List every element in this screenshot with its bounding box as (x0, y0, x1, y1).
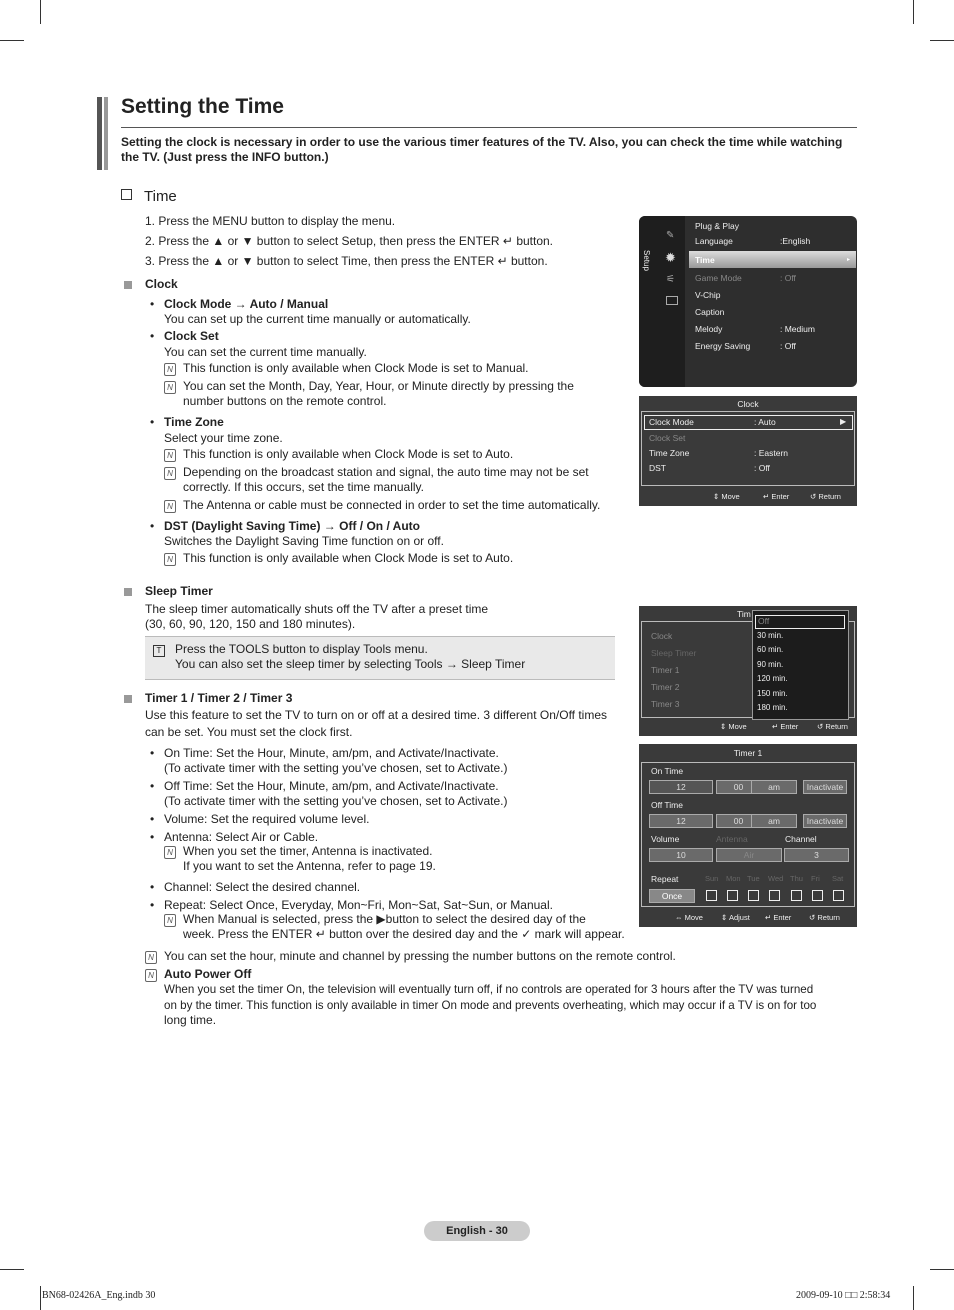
footer-file: BN68-02426A_Eng.indb 30 (42, 1290, 156, 1301)
checkbox-icon (121, 189, 132, 200)
note-icon: N (164, 553, 176, 566)
osd-item-value: : Off (780, 341, 796, 351)
time-zone-desc: Select your time zone. (164, 431, 283, 445)
bullet-icon: • (150, 329, 155, 343)
auto-power-off-2: on by the timer. This function is only available in timer On mode and prevents overheating, which may occur if a TV is on for too (164, 999, 817, 1012)
antenna-label: Antenna (716, 834, 748, 844)
bullet-icon: • (150, 297, 155, 311)
bullet-icon: • (150, 898, 155, 912)
osd-row-label: Timer 2 (651, 682, 680, 692)
clock-set-note2a: You can set the Month, Day, Year, Hour, or Minute directly by pressing the (183, 379, 574, 393)
off-hour-field[interactable]: 12 (649, 814, 713, 828)
crop-mark (0, 1269, 24, 1270)
page-number: English - 30 (424, 1221, 530, 1241)
updown-icon: ⇕ (713, 492, 722, 501)
auto-power-off-3: long time. (164, 1013, 217, 1027)
on-minute-field[interactable]: 00 (716, 780, 761, 794)
title-bar-light (104, 97, 108, 170)
repeat-note1: When Manual is selected, press the ▶button to select the desired day of the (183, 912, 586, 926)
antenna-note2: If you want to set the Antenna, refer to page 19. (183, 859, 436, 873)
leftright-icon: ⇔ (675, 913, 685, 922)
dropdown-option[interactable]: 90 min. (757, 660, 784, 669)
enter-hint: ↵ Enter (772, 722, 799, 731)
bullet-icon: • (150, 779, 155, 793)
updown-icon: ⇕ (720, 722, 729, 731)
day-checkbox[interactable] (833, 890, 844, 901)
off-time-desc2: (To activate timer with the setting you’ve chosen, set to Activate.) (164, 794, 508, 808)
day-checkbox[interactable] (812, 890, 823, 901)
crop-mark (40, 0, 41, 24)
osd-item-label: Caption (695, 307, 725, 317)
osd-row-label: Timer 1 (651, 665, 680, 675)
osd-item-value: : Off (780, 273, 796, 283)
time-zone-label: Time Zone (164, 415, 224, 429)
clock-set-label: Clock Set (164, 329, 219, 343)
step-2: 2. Press the ▲ or ▼ button to select Setup, then press the ENTER ↵ button. (145, 234, 554, 248)
enter-icon: ↵ (772, 722, 781, 731)
auto-power-off-label: Auto Power Off (164, 967, 252, 981)
day-checkbox[interactable] (769, 890, 780, 901)
osd-side-panel (639, 216, 685, 387)
square-bullet-icon (124, 281, 132, 289)
clock-mode-desc: You can set up the current time manually or automatically. (164, 312, 471, 326)
channel-desc: Channel: Select the desired channel. (164, 880, 361, 894)
dst-note: This function is only available when Clock Mode is set to Auto. (183, 551, 514, 565)
tools-tip-2: You can also set the sleep timer by selecting Tools → Sleep Timer (175, 657, 526, 671)
time-zone-note2b: correctly. If this occurs, set the time manually. (183, 480, 424, 494)
bullet-icon: • (150, 746, 155, 760)
day-label: Thu (790, 874, 803, 883)
time-zone-note3: The Antenna or cable must be connected in order to set the time automatically. (183, 498, 601, 512)
repeat-desc: Repeat: Select Once, Everyday, Mon~Fri, Mon~Sat, Sat~Sun, or Manual. (164, 898, 553, 912)
bullet-icon: • (150, 415, 155, 429)
arrow-right-icon: ▸ (847, 257, 851, 263)
osd-row-label: Sleep Timer (651, 648, 697, 658)
bullet-icon: • (150, 880, 155, 894)
note-icon: N (164, 381, 176, 394)
on-time-desc1: On Time: Set the Hour, Minute, am/pm, and Activate/Inactivate. (164, 746, 499, 760)
on-time-desc2: (To activate timer with the setting you’ve chosen, set to Activate.) (164, 761, 508, 775)
sleep-heading: Sleep Timer (145, 584, 213, 598)
enter-hint: ↵ Enter (765, 913, 792, 922)
dropdown-option[interactable]: Off (758, 616, 770, 626)
off-activate-field[interactable]: Inactivate (803, 814, 847, 828)
day-label: Tue (747, 874, 760, 883)
title-rule (121, 127, 857, 128)
hmc-note: You can set the hour, minute and channel by pressing the number buttons on the remote control. (164, 949, 676, 963)
return-icon: ↺ (809, 913, 818, 922)
note-icon: N (145, 951, 157, 964)
clock-set-note1: This function is only available when Clock Mode is set to Manual. (183, 361, 529, 375)
osd-timer-menu (639, 744, 857, 927)
osd-title: Timer 1 (733, 748, 763, 758)
square-bullet-icon (124, 588, 132, 596)
clock-mode-label: Clock Mode → Auto / Manual (164, 297, 329, 311)
antenna-field: Air (716, 848, 782, 862)
on-ampm-field[interactable]: am (751, 780, 797, 794)
note-icon: N (145, 969, 157, 982)
crop-mark (0, 40, 24, 41)
title-bar-dark (97, 97, 102, 170)
day-checkbox[interactable] (748, 890, 759, 901)
osd-row-label: Clock (651, 631, 673, 641)
timer-desc2: can be set. You must set the clock first. (145, 725, 353, 739)
move-hint: ⇕ Move (713, 492, 740, 501)
note-icon: N (164, 449, 176, 462)
return-icon: ↺ (810, 492, 819, 501)
crop-mark (40, 1286, 41, 1310)
antenna-note1: When you set the timer, Antenna is inactivated. (183, 844, 433, 858)
off-ampm-field[interactable]: am (751, 814, 797, 828)
note-icon: N (164, 846, 176, 859)
osd-item-value: :English (780, 236, 811, 246)
off-time-label: Off Time (651, 800, 683, 810)
channel-label: Channel (785, 834, 817, 844)
page-title: Setting the Time (121, 95, 284, 118)
dropdown-option[interactable]: 30 min. (757, 631, 784, 640)
bullet-icon: • (150, 830, 155, 844)
crop-mark (930, 40, 954, 41)
timer-heading: Timer 1 / Timer 2 / Timer 3 (145, 691, 293, 705)
enter-icon: ↵ (765, 913, 774, 922)
note-icon: N (164, 500, 176, 513)
step-3: 3. Press the ▲ or ▼ button to select Time, then press the ENTER ↵ button. (145, 254, 548, 268)
step-1: 1. Press the MENU button to display the menu. (145, 214, 396, 228)
time-zone-note2a: Depending on the broadcast station and signal, the auto time may not be set (183, 465, 589, 479)
off-minute-field[interactable]: 00 (716, 814, 761, 828)
osd-item-label: Plug & Play (695, 221, 739, 231)
dst-desc: Switches the Daylight Saving Time function on or off. (164, 534, 444, 548)
time-zone-note1: This function is only available when Clock Mode is set to Auto. (183, 447, 514, 461)
input-icon (666, 296, 678, 305)
crop-mark (913, 1286, 914, 1310)
crop-mark (930, 1269, 954, 1270)
intro-text: Setting the clock is necessary in order to use the various timer features of the TV. Also, you can check the time while watching the TV. (Just press the INFO button.) (121, 135, 843, 164)
return-icon: ↺ (817, 722, 826, 731)
antenna-desc: Antenna: Select Air or Cable. (164, 830, 319, 844)
bullet-icon: • (150, 812, 155, 826)
osd-item-label: Game Mode (695, 273, 742, 283)
channel-field[interactable]: 3 (784, 848, 849, 862)
osd-side-label: Setup (642, 250, 651, 271)
osd-title: Tim (737, 609, 751, 619)
dropdown-option[interactable]: 60 min. (757, 645, 784, 654)
clock-heading: Clock (145, 277, 178, 291)
day-checkbox[interactable] (706, 890, 717, 901)
updown-icon: ⇕ (721, 913, 729, 922)
osd-row-label: DST (649, 463, 666, 473)
volume-field[interactable]: 10 (649, 848, 713, 862)
repeat-field[interactable]: Once (649, 889, 695, 903)
on-activate-field[interactable]: Inactivate (803, 780, 847, 794)
plug-icon: ✎ (666, 230, 675, 241)
on-time-label: On Time (651, 766, 684, 776)
return-hint: ↺ Return (809, 913, 840, 922)
on-hour-field[interactable]: 12 (649, 780, 713, 794)
day-label: Sat (832, 874, 844, 883)
return-hint: ↺ Return (810, 492, 841, 501)
clock-set-note2b: number buttons on the remote control. (183, 394, 387, 408)
square-bullet-icon (124, 695, 132, 703)
volume-desc: Volume: Set the required volume level. (164, 812, 370, 826)
volume-label: Volume (651, 834, 680, 844)
day-checkbox[interactable] (727, 890, 738, 901)
osd-row-value: : Off (754, 463, 770, 473)
osd-item-label: Language (695, 236, 733, 246)
crop-mark (913, 0, 914, 24)
osd-item-label: Time (695, 255, 715, 265)
clock-set-desc: You can set the current time manually. (164, 345, 367, 359)
day-label: Wed (768, 874, 784, 883)
auto-power-off-1: When you set the timer On, the television will eventually turn off, if no controls are operated for 3 hours after the TV was turned (164, 983, 814, 996)
section-heading: Time (121, 188, 177, 205)
osd-item-value: : Medium (780, 324, 815, 334)
tools-tip-1: Press the TOOLS button to display Tools menu. (175, 642, 428, 656)
day-label: Mon (726, 874, 741, 883)
osd-setup-menu (639, 216, 857, 387)
dropdown-option[interactable]: 150 min. (757, 689, 788, 698)
adjust-hint: ⇕ Adjust (721, 913, 750, 922)
off-time-desc1: Off Time: Set the Hour, Minute, am/pm, and Activate/Inactivate. (164, 779, 499, 793)
note-icon: N (164, 363, 176, 376)
day-checkbox[interactable] (791, 890, 802, 901)
sleep-desc1: The sleep timer automatically shuts off the TV after a preset time (145, 602, 489, 616)
repeat-label: Repeat (651, 874, 679, 884)
day-label: Fri (811, 874, 820, 883)
osd-item-label: V-Chip (695, 290, 721, 300)
dropdown-option[interactable]: 180 min. (757, 703, 788, 712)
osd-item-label: Melody (695, 324, 723, 334)
satellite-icon: ⚟ (666, 274, 675, 285)
osd-row-value: : Eastern (754, 448, 789, 458)
tools-icon: T (153, 645, 165, 657)
bullet-icon: • (150, 519, 155, 533)
osd-item-label: Energy Saving (695, 341, 751, 351)
arrow-right-icon: ▶ (840, 417, 847, 426)
return-hint: ↺ Return (817, 722, 848, 731)
dropdown-option[interactable]: 120 min. (757, 674, 788, 683)
timer-desc1: Use this feature to set the TV to turn on or off at a desired time. 3 different On/Off times (145, 708, 608, 722)
footer-date: 2009-09-10 □□ 2:58:34 (796, 1290, 891, 1301)
osd-sleep-menu (639, 606, 857, 736)
osd-row-label: Time Zone (649, 448, 690, 458)
sleep-desc2: (30, 60, 90, 120, 150 and 180 minutes). (145, 617, 356, 631)
osd-row-label: Clock Mode (649, 417, 694, 427)
day-label: Sun (705, 874, 719, 883)
enter-hint: ↵ Enter (763, 492, 790, 501)
osd-row-label: Timer 3 (651, 699, 680, 709)
osd-row-label: Clock Set (649, 433, 686, 443)
note-icon: N (164, 914, 176, 927)
gear-icon: ✹ (665, 250, 676, 265)
osd-row-value: : Auto (754, 417, 776, 427)
dst-label: DST (Daylight Saving Time) → Off / On / Auto (164, 519, 421, 533)
note-icon: N (164, 467, 176, 480)
enter-icon: ↵ (763, 492, 772, 501)
osd-title: Clock (737, 399, 759, 409)
tools-tip-box (145, 636, 615, 680)
osd-clock-menu (639, 396, 857, 506)
move-hint: ⇕ Move (720, 722, 747, 731)
move-hint: ⇔ Move (675, 913, 703, 922)
repeat-note2: week. Press the ENTER ↵ button over the desired day and the ✓ mark will appear. (183, 927, 625, 941)
